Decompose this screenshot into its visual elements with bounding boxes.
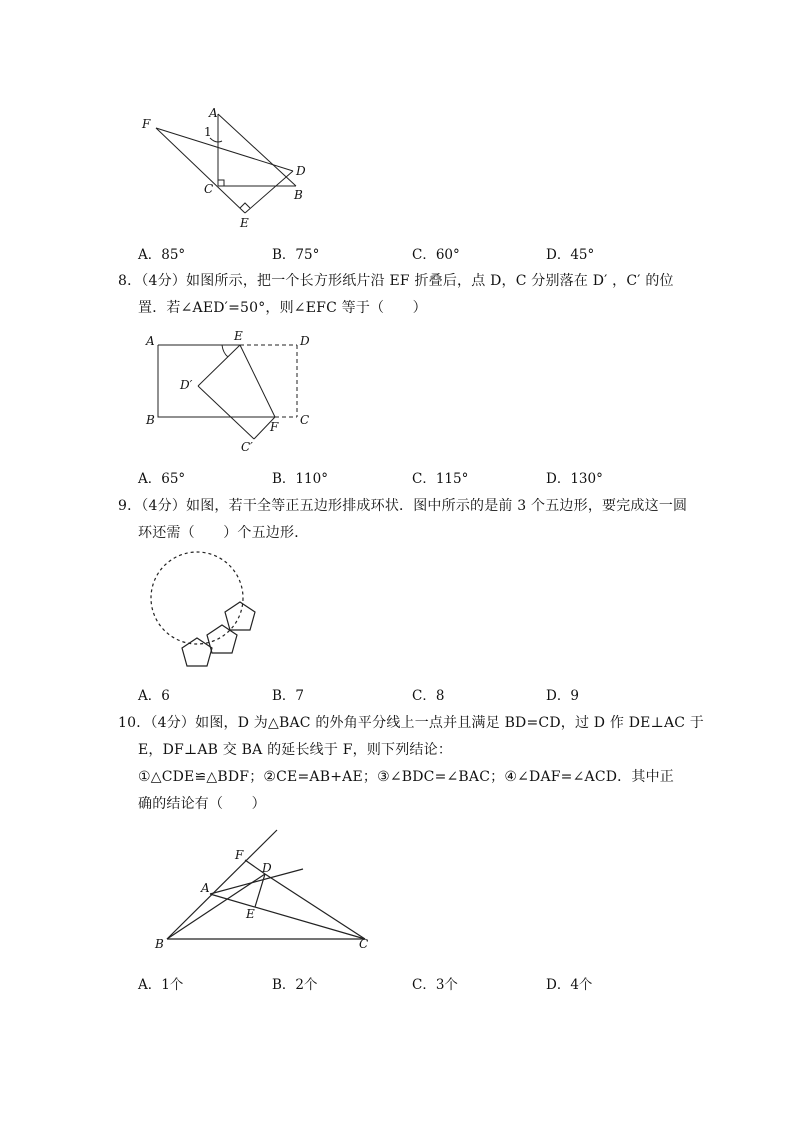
q7-label-F: F (142, 117, 151, 131)
q8-label-C: C (300, 413, 310, 427)
q10-text-line3: ①△CDE≌△BDF；②CE=AB+AE；③∠BDC=∠BAC；④∠DAF=∠ACD．其中正 (138, 769, 674, 785)
q8-label-F: F (270, 420, 279, 434)
q8-text-line1: 8．（4分）如图所示，把一个长方形纸片沿 EF 折叠后，点 D，C 分别落在 D′ ，C′ 的位 (118, 273, 674, 289)
q10-label-C: C (359, 937, 369, 951)
q9-option-d: D．9 (546, 688, 579, 704)
q10-figure (145, 822, 385, 962)
q7-angle-1-arc (210, 138, 222, 142)
q8-label-Cp: C′ (241, 440, 253, 454)
q10-text-line4: 确的结论有（ ） (138, 796, 266, 812)
q8-option-b: B．110° (272, 471, 328, 487)
q8-option-d: D．130° (546, 471, 603, 487)
q10-label-B: B (155, 937, 164, 951)
q10-label-E: E (246, 907, 255, 921)
q7-line-FE (156, 128, 245, 213)
q9-option-c: C．8 (412, 688, 445, 704)
q8-label-B: B (146, 413, 155, 427)
q7-line-DE (245, 171, 293, 213)
q10-option-a: A．1个 (138, 977, 184, 993)
q8-label-Dp: D′ (180, 378, 193, 392)
q8-line-EF (240, 345, 275, 417)
q10-label-D: D (262, 861, 272, 875)
q7-option-b: B．75° (272, 247, 320, 263)
q9-figure (145, 548, 275, 673)
q9-option-b: B．7 (272, 688, 305, 704)
q7-label-B: B (294, 188, 303, 202)
q8-text-line2: 置．若∠AED′=50°，则∠EFC 等于（ ） (138, 300, 427, 316)
q10-line-CD (265, 874, 365, 939)
q8-figure (140, 328, 330, 458)
q9-option-a: A．6 (138, 688, 170, 704)
q7-option-a: A．85° (138, 247, 186, 263)
q10-label-A: A (201, 881, 210, 895)
q8-label-A: A (146, 334, 155, 348)
q7-option-d: D．45° (546, 247, 595, 263)
q7-right-angle-E (240, 203, 250, 208)
q7-label-1: 1 (204, 125, 212, 139)
q10-line-AC (210, 894, 365, 939)
q8-option-c: C．115° (412, 471, 469, 487)
q9-pentagon-3 (225, 602, 255, 630)
q8-label-E: E (234, 329, 243, 343)
q7-label-A: A (209, 106, 218, 120)
q8-line-EDp (198, 345, 240, 386)
q7-label-C: C (204, 182, 214, 196)
q8-angle-arc (222, 345, 228, 357)
q8-label-D: D (300, 334, 310, 348)
q10-label-F: F (235, 848, 244, 862)
q10-text-line2: E，DF⊥AB 交 BA 的延长线于 F，则下列结论： (138, 742, 453, 758)
q10-option-c: C．3个 (412, 977, 458, 993)
q7-line-AB (218, 114, 296, 186)
q7-line-FD (156, 128, 293, 171)
q7-label-D: D (296, 164, 306, 178)
q8-option-a: A．65° (138, 471, 186, 487)
q10-option-d: D．4个 (546, 977, 593, 993)
q9-text-line2: 环还需（ ）个五边形． (138, 525, 309, 541)
q7-option-c: C．60° (412, 247, 460, 263)
q10-text-line1: 10．（4分）如图，D 为△BAC 的外角平分线上一点并且满足 BD=CD，过 D 作 DE⊥AC 于 (118, 715, 705, 731)
q10-line-B-ext (167, 830, 277, 939)
q9-text-line1: 9．（4分）如图，若干全等正五边形排成环状．图中所示的是前 3 个五边形，要完成这一圆 (118, 498, 688, 514)
q8-line-DpCp (198, 386, 254, 439)
q7-right-angle-C (218, 180, 224, 186)
q7-figure (130, 100, 330, 235)
q10-option-b: B．2个 (272, 977, 318, 993)
q7-label-E: E (240, 216, 249, 230)
